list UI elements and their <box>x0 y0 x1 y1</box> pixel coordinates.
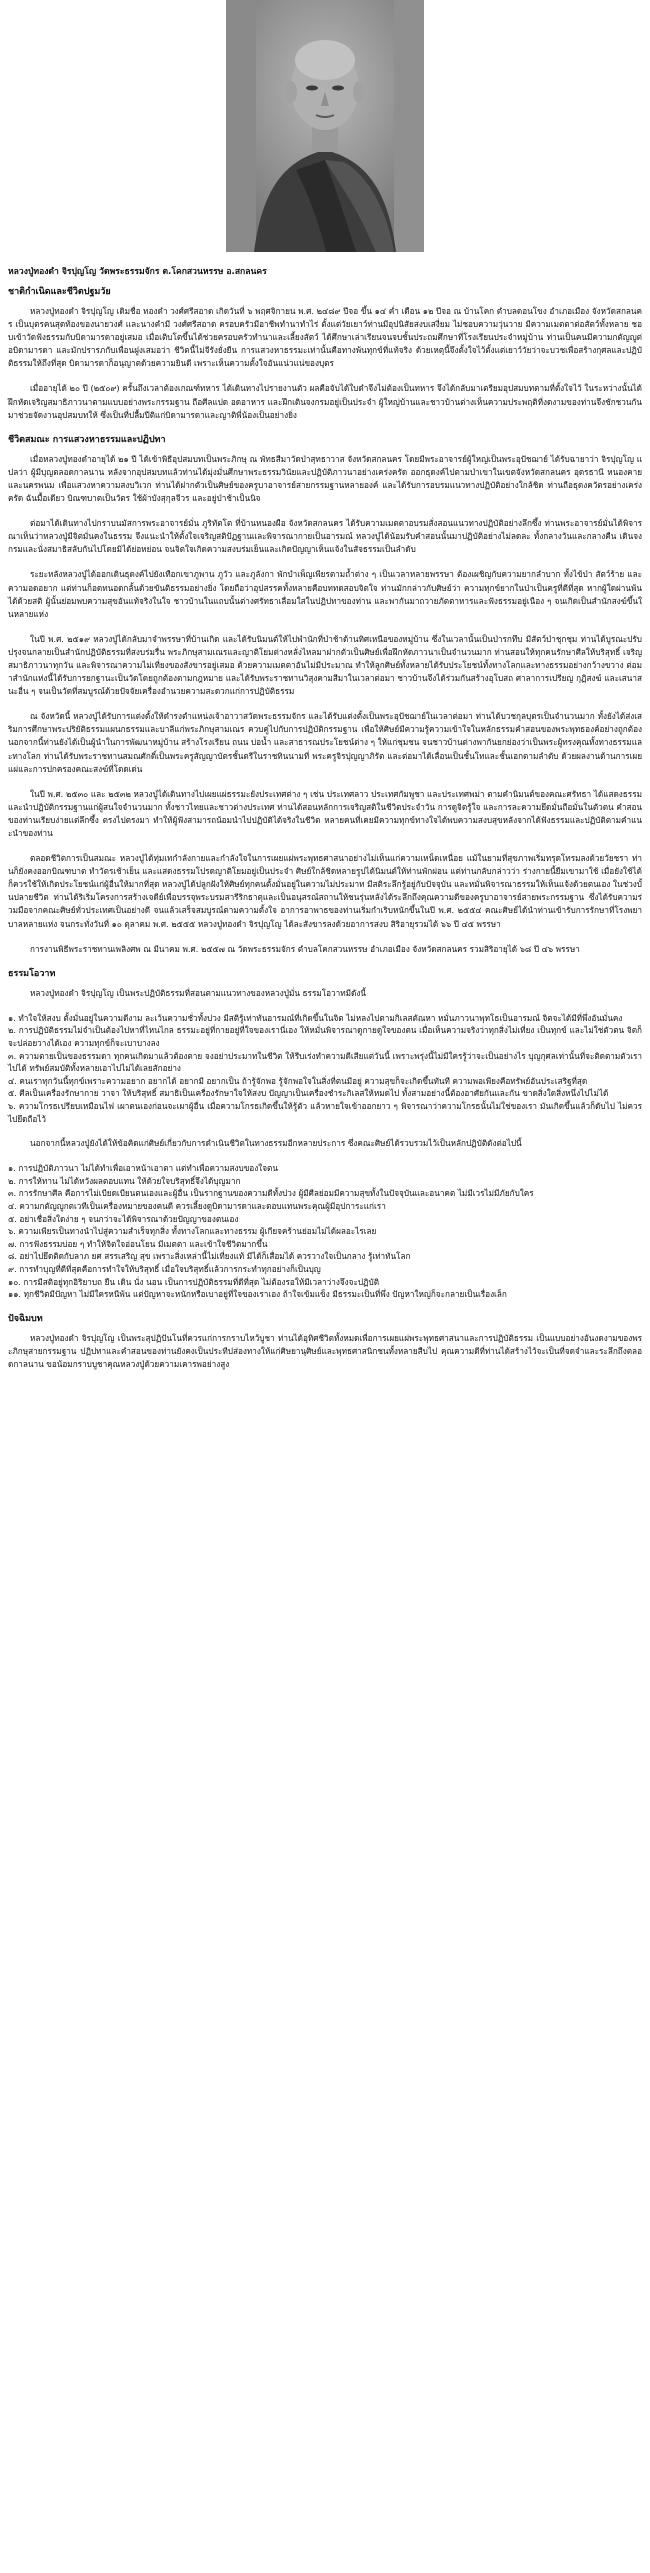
teachings-list <box>8 1012 642 1125</box>
list-item: ๘. อย่าไปยึดติดกับลาภ ยศ สรรเสริญ สุข เพราะสิ่งเหล่านี้ไม่เที่ยงแท้ มีได้ก็เสื่อมได้ ควรวางใจเป็นกลาง รู้เท่าทันโลก <box>8 1251 411 1262</box>
list-item: ๖. ความเพียรเป็นทางนำไปสู่ความสำเร็จทุกสิ่ง ทั้งทางโลกและทางธรรม ผู้เกียจคร้านย่อมไม่ได้ผลอะไรเลย <box>8 1226 377 1237</box>
list-item: ๑. การปฏิบัติภาวนา ไม่ได้ทำเพื่อเอาหน้าเอาตา แต่ทำเพื่อความสงบของใจตน <box>8 1163 278 1174</box>
list-item: ๑๑. ทุกชีวิตมีปัญหา ไม่มีใครหนีพ้น แต่ปัญหาจะหนักหรือเบาอยู่ที่ใจของเราเอง ถ้าใจเข้มแข็ง มีธรรมะเป็นที่พึ่ง ปัญหาใหญ่ก็จะกลายเป็นเรื่องเล็ก <box>8 1289 507 1300</box>
list-item: ๔. ความกตัญญูกตเวทีเป็นเครื่องหมายของคนดี ควรเลี้ยงดูบิดามารดาและตอบแทนพระคุณผู้มีอุปการะแก่เรา <box>8 1201 386 1212</box>
list-item: ๖. ความโกรธเปรียบเหมือนไฟ เผาตนเองก่อนจะเผาผู้อื่น เมื่อความโกรธเกิดขึ้นให้รู้ตัว แล้วหายใจเข้าออกยาว ๆ พิจารณาว่าความโกรธนั้นไม่ใช่ของเรา มันเกิดขึ้นแล้วก็ดับไป ไม่ควรไปยึดถือไว้ <box>8 1101 642 1124</box>
list-item: ๒. การให้ทาน ไม่ได้หวังผลตอบแทน ให้ด้วยใจบริสุทธิ์จึงได้บุญมาก <box>8 1175 241 1186</box>
paragraph: ในปี พ.ศ. ๒๕๑๙ หลวงปู่ได้กลับมาจำพรรษาที่บ้านเกิด และได้รับนิมนต์ให้ไปพำนักที่ป่าช้าด้านทิศเหนือของหมู่บ้าน ซึ่งในเวลานั้นเป็นป่ารกทึบ มีสัตว์ป่าชุกชุม ท่านได้บูรณะปรับปรุงจนกลายเป็นสำนักปฏิบัติธรรมที่สงบร่มรื่น พระภิกษุสามเณรและญาติโยมต่างหลั่งไหลมาฝากตัวเป็นศิษย์เพื่อฝึกหัดภาวนาเป็นจำนวนมาก ท่านสอนให้ทุกคนรักษาศีลให้บริสุทธิ์ เจริญสมาธิภาวนาทุกวัน และพิจารณาความไม่เที่ยงของสังขารอยู่เสมอ ด้วยความเมตตาอันไม่มีประมาณ ทำให้ลูกศิษย์ทั้งหลายได้รับประโยชน์ทั้งทางโลกและทางธรรมอย่างกว้างขวาง ต่อมาสำนักแห่งนี้ได้รับการยกฐานะเป็นวัดโดยถูกต้องตามกฎหมาย และได้รับพระราชทานวิสุงคามสีมาในเวลาต่อมา ชาวบ้านจึงได้ร่วมกันสร้างอุโบสถ ศาลาการเปรียญ กุฏิสงฆ์ และเสนาสนะอื่น ๆ จนเป็นวัดที่สมบูรณ์ด้วยปัจจัยเครื่องอำนวยความสะดวกแก่การปฏิบัติธรรม <box>8 633 642 697</box>
list-item: ๙. การทำบุญที่ดีที่สุดคือการทำใจให้บริสุทธิ์ เมื่อใจบริสุทธิ์แล้วการกระทำทุกอย่างก็เป็นบุญ <box>8 1264 321 1275</box>
paragraph: หลวงปู่ทองดำ จิรปุญโญ เดิมชื่อ ทองดำ วงศ์ศรีสอาด เกิดวันที่ ๖ พฤศจิกายน พ.ศ. ๒๔๘๙ ปีจอ ขึ้น ๑๔ ค่ำ เดือน ๑๒ ปีจอ ณ บ้านโคก ตำบลดอนโขง อำเภอเมือง จังหวัดสกลนคร เป็นบุตรคนสุดท้องของนายวงศ์ และนางคำมี วงศ์ศรีสอาด ครอบครัวมีอาชีพทำนาทำไร่ ตั้งแต่วัยเยาว์ท่านมีอุปนิสัยสงบเสงี่ยม ไม่ชอบความวุ่นวาย มีความเมตตาต่อสัตว์ทั้งหลาย ชอบเข้าวัดฟังธรรมกับบิดามารดาอยู่เสมอ เมื่อเติบโตขึ้นได้ช่วยครอบครัวทำนาและเลี้ยงสัตว์ ได้ศึกษาเล่าเรียนจนจบชั้นประถมศึกษาที่โรงเรียนประจำหมู่บ้าน ท่านเป็นคนมีความกตัญญูต่อบิดามารดา และมักปรารภกับเพื่อนฝูงเสมอว่า ชีวิตนี้ไม่จีรังยั่งยืน การแสวงหาธรรมะเท่านั้นคือทางพ้นทุกข์ที่แท้จริง ด้วยเหตุนี้จึงตั้งใจไว้ตั้งแต่เยาว์วัยว่าจะบวชเพื่อสร้างกุศลและปฏิบัติธรรมให้ถึงที่สุด บิดามารดาก็อนุญาตด้วยความยินดี เพราะเห็นความตั้งใจอันแน่วแน่ของบุตร <box>8 306 642 369</box>
advice-list <box>8 1162 642 1301</box>
paragraph-funeral-note: การงานพิธีพระราชทานเพลิงศพ ณ มีนาคม พ.ศ. ๒๕๕๗ ณ วัดพระธรรมจักร ตำบลโคกสวนหรรษ อำเภอเมือง จังหวัดสกลนคร รวมสิริอายุได้ ๖๘ ปี ๔๖ พรรษา <box>30 943 580 954</box>
paragraph: ณ จังหวัดนี้ หลวงปู่ได้รับการแต่งตั้งให้ดำรงตำแหน่งเจ้าอาวาสวัดพระธรรมจักร และได้รับแต่งตั้งเป็นพระอุปัชฌาย์ในเวลาต่อมา ท่านได้บวชกุลบุตรเป็นจำนวนมาก ทั้งยังได้ส่งเสริมการศึกษาพระปริยัติธรรมแผนกธรรมและบาลีแก่พระภิกษุสามเณร ควบคู่ไปกับการปฏิบัติกรรมฐาน เพื่อให้ศิษย์มีความรู้ความเข้าใจในหลักธรรมคำสอนของพระพุทธองค์อย่างถูกต้อง นอกจากนี้ท่านยังได้เป็นผู้นำในการพัฒนาหมู่บ้าน สร้างโรงเรียน ถนน บ่อน้ำ และสาธารณประโยชน์ต่าง ๆ ให้แก่ชุมชน จนชาวบ้านต่างพากันยกย่องว่าเป็นพระผู้ทรงคุณทั้งทางธรรมและทางโลก ท่านได้รับพระราชทานสมณศักดิ์เป็นพระครูสัญญาบัตรชั้นตรีในราชทินนามที่ พระครูจิรปุญญาภิรัต และต่อมาได้เลื่อนเป็นชั้นโทและชั้นเอกตามลำดับ ด้วยผลงานด้านการเผยแผ่และการปกครองคณะสงฆ์ที่โดดเด่น <box>8 711 642 774</box>
paragraph: ต่อมาได้เดินทางไปกราบนมัสการพระอาจารย์มั่น ภูริทัตโต ที่บ้านหนองผือ จังหวัดสกลนคร ได้รับความเมตตาอบรมสั่งสอนแนวทางปฏิบัติอย่างลึกซึ้ง ท่านพระอาจารย์มั่นได้พิจารณาเห็นว่าหลวงปู่มีจิตมั่นคงในธรรม จึงแนะนำให้ตั้งใจเจริญสติปัฏฐานและพิจารณากายเป็นอารมณ์ หลวงปู่ได้น้อมรับคำสอนนั้นมาปฏิบัติอย่างไม่ลดละ ทั้งกลางวันและกลางคืน เดินจงกรมและนั่งสมาธิสลับกันไปโดยมิได้ย่อหย่อน จนจิตใจเกิดความสงบร่มเย็นและเกิดปัญญาเห็นแจ้งในสัจธรรมเป็นลำดับ <box>8 518 642 555</box>
list-item: ๓. การรักษาศีล คือการไม่เบียดเบียนตนเองและผู้อื่น เป็นรากฐานของความดีทั้งปวง ผู้มีศีลย่อมมีความสุขทั้งในปัจจุบันและอนาคต ไม่มีเวรไม่มีภัยกับใคร <box>8 1188 534 1199</box>
paragraph: ระยะหลังหลวงปู่ได้ออกเดินธุดงค์ไปยังเทือกเขาภูพาน ภูวัว และภูลังกา พักบำเพ็ญเพียรตามถ้ำต่าง ๆ เป็นเวลาหลายพรรษา ต้องเผชิญกับความยากลำบาก ทั้งไข้ป่า สัตว์ร้าย และความอดอยาก แต่ท่านก็อดทนอดกลั้นด้วยขันติธรรมอย่างยิ่ง โดยถือว่าอุปสรรคทั้งหลายคือบททดสอบจิตใจ ท่านมักกล่าวกับศิษย์ว่า ความทุกข์ยากในป่าเป็นครูที่ดีที่สุด หากผู้ใดผ่านพ้นได้ด้วยสติ ผู้นั้นย่อมพบความสุขอันแท้จริงในใจ ชาวบ้านในแถบนั้นต่างศรัทธาเลื่อมใสในปฏิปทาของท่าน และพากันมาถวายภัตตาหารและฟังธรรมอยู่เนือง ๆ จนเกิดเป็นสำนักสงฆ์ขึ้นในหลายแห่ง <box>8 569 642 619</box>
paragraph: ตลอดชีวิตการเป็นสมณะ หลวงปู่ได้ทุ่มเทกำลังกายและกำลังใจในการเผยแผ่พระพุทธศาสนาอย่างไม่เห็นแก่ความเหน็ดเหนื่อย แม้ในยามที่สุขภาพเริ่มทรุดโทรมลงด้วยวัยชรา ท่านก็ยังคงออกบิณฑบาต ทำวัตรเช้าเย็น และแสดงธรรมโปรดญาติโยมอยู่เป็นประจำ ศิษย์ใกล้ชิดหลายรูปได้นิมนต์ให้ท่านพักผ่อน แต่ท่านกลับกล่าวว่า ร่างกายนี้ยืมเขามาใช้ เมื่อยังใช้ได้ก็ควรใช้ให้เกิดประโยชน์แก่ผู้อื่นให้มากที่สุด หลวงปู่ได้ปลูกฝังให้ศิษย์ทุกคนตั้งมั่นอยู่ในความไม่ประมาท มีสติระลึกรู้อยู่กับปัจจุบัน และหมั่นพิจารณาธรรมให้เห็นแจ้งด้วยตนเอง ในช่วงบั้นปลายชีวิต ท่านได้ริเริ่มโครงการสร้างเจดีย์เพื่อบรรจุพระบรมสารีริกธาตุและเป็นอนุสรณ์สถานให้ชนรุ่นหลังได้ระลึกถึงคุณความดีของครูบาอาจารย์สายพระกรรมฐาน ซึ่งได้รับความร่วมมือจากคณะศิษย์ทั่วประเทศเป็นอย่างดี จนแล้วเสร็จสมบูรณ์ตามความตั้งใจ อาการอาพาธของท่านเริ่มกำเริบหนักขึ้นในปี พ.ศ. ๒๕๕๔ คณะศิษย์ได้นำท่านเข้ารับการรักษาที่โรงพยาบาลหลายแห่ง จนกระทั่งวันที่ ๑๐ ตุลาคม พ.ศ. ๒๕๕๕ หลวงปู่ทองดำ จิรปุญโญ ได้ละสังขารลงด้วยอาการสงบ สิริอายุรวมได้ ๖๖ ปี ๔๕ พรรษา <box>8 853 642 929</box>
list-item: ๑๐. การมีสติอยู่ทุกอิริยาบถ ยืน เดิน นั่ง นอน เป็นการปฏิบัติธรรมที่ดีที่สุด ไม่ต้องรอให้มีเวลาว่างจึงจะปฏิบัติ <box>8 1276 380 1287</box>
paragraph: หลวงปู่ทองดำ จิรปุญโญ เป็นพระสุปฏิปันโนที่ควรแก่การกราบไหว้บูชา ท่านได้อุทิศชีวิตทั้งหมดเพื่อการเผยแผ่พระพุทธศาสนาและการปฏิบัติธรรม เป็นแบบอย่างอันงดงามของพระภิกษุสายกรรมฐาน ปฏิปทาและคำสอนของท่านยังคงเป็นประทีปส่องทางให้แก่ศิษยานุศิษย์และพุทธศาสนิกชนทั้งหลายสืบไป คุณความดีที่ท่านได้สร้างไว้จะเป็นที่จดจำและระลึกถึงตลอดกาลนาน ขอน้อมกราบบูชาคุณหลวงปู่ด้วยความเคารพอย่างสูง <box>8 1332 642 1369</box>
photo-caption: หลวงปู่ทองดำ จิรปุญโญ วัดพระธรรมจักร ต.โคกสวนหรรษ อ.สกลนคร <box>8 267 267 277</box>
section-heading-monkhood: ชีวิตสมณะ การแสวงหาธรรมและปฏิปทา <box>8 434 166 445</box>
section-heading-epilogue: ปัจฉิมบท <box>8 1313 43 1324</box>
monk-portrait-image <box>226 0 424 252</box>
paragraph: เมื่อหลวงปู่ทองดำอายุได้ ๒๑ ปี ได้เข้าพิธีอุปสมบทเป็นพระภิกษุ ณ พัทธสีมาวัดป่าสุทธาวาส จังหวัดสกลนคร โดยมีพระอาจารย์ผู้ใหญ่เป็นพระอุปัชฌาย์ ได้รับฉายาว่า จิรปุญโญ แปลว่า ผู้มีบุญตลอดกาลนาน หลังจากอุปสมบทแล้วท่านได้มุ่งมั่นศึกษาพระธรรมวินัยและปฏิบัติภาวนาอย่างเคร่งครัด ออกธุดงค์ไปตามป่าเขาในเขตจังหวัดสกลนคร อุดรธานี หนองคาย และนครพนม เพื่อแสวงหาความสงบวิเวก ท่านได้ฝากตัวเป็นศิษย์ของครูบาอาจารย์สายกรรมฐานหลายองค์ และได้รับการอบรมแนวทางปฏิบัติอย่างใกล้ชิด ท่านถือธุดงควัตรอย่างเคร่งครัด ฉันมื้อเดียว บิณฑบาตเป็นวัตร ใช้ผ้าบังสุกุลจีวร และอยู่ป่าช้าเป็นนิจ <box>8 453 642 504</box>
paragraph: เมื่ออายุได้ ๒๐ ปี (๒๕๐๙) ครั้นถึงเวลาต้องเกณฑ์ทหาร ได้เดินทางไปรายงานตัว ผลคือจับได้ใบดำจึงไม่ต้องเป็นทหาร จึงได้กลับมาเตรียมอุปสมบทตามที่ตั้งใจไว้ ในระหว่างนั้นได้ฝึกหัดเจริญสมาธิภาวนาตามแบบอย่างพระกรรมฐาน ถือศีลแปด อดอาหาร และฝึกเดินจงกรมอยู่เป็นประจำ ผู้ใหญ่บ้านและชาวบ้านต่างเห็นความประพฤติที่งดงามของท่านจึงชักชวนกันมาช่วยจัดงานอุปสมบทให้ ซึ่งเป็นที่ปลื้มปีติแก่บิดามารดาและญาติพี่น้องเป็นอย่างยิ่ง <box>8 383 642 420</box>
paragraph: หลวงปู่ทองดำ จิรปุญโญ เป็นพระปฏิบัติธรรมที่สอนตามแนวทางของหลวงปู่มั่น ธรรมโอวาทมีดังนี้ <box>30 987 366 998</box>
article-body <box>8 262 642 1383</box>
list-item: ๕. อย่าเชื่อสิ่งใดง่าย ๆ จนกว่าจะได้พิจารณาด้วยปัญญาของตนเอง <box>8 1213 239 1224</box>
section-heading-birth: ชาติกำเนิดและชีวิตปฐมวัย <box>8 287 111 297</box>
monk-portrait-photo <box>226 0 424 252</box>
list-item: ๒. การปฏิบัติธรรมไม่จำเป็นต้องไปหาที่ไหนไกล ธรรมะอยู่ที่กายอยู่ที่ใจของเรานี่เอง ให้หมั่นพิจารณาดูกายดูใจของตน เมื่อเห็นความจริงว่าทุกสิ่งไม่เที่ยง เป็นทุกข์ และไม่ใช่ตัวตน จิตก็จะปล่อยวางได้เอง ความทุกข์ก็จะเบาบางลง <box>8 1025 642 1049</box>
list-item: ๔. คนเราทุกวันนี้ทุกข์เพราะความอยาก อยากได้ อยากมี อยากเป็น ถ้ารู้จักพอ รู้จักพอใจในสิ่งที่ตนมีอยู่ ความสุขก็จะเกิดขึ้นทันที ความพอเพียงคือทรัพย์อันประเสริฐที่สุด <box>8 1075 588 1086</box>
list-item: ๗. การฟังธรรมบ่อย ๆ ทำให้จิตใจอ่อนโยน มีเมตตา และเข้าใจชีวิตมากขึ้น <box>8 1238 268 1249</box>
paragraph: ในปี พ.ศ. ๒๕๓๐ และ ๒๕๓๒ หลวงปู่ได้เดินทางไปเผยแผ่ธรรมะยังประเทศต่าง ๆ เช่น ประเทศลาว ประเทศกัมพูชา และประเทศพม่า ตามคำนิมนต์ของคณะศรัทธา ได้แสดงธรรมและนำปฏิบัติกรรมฐานแก่ผู้สนใจจำนวนมาก ทั้งชาวไทยและชาวต่างประเทศ ท่านได้สอนหลักการเจริญสติในชีวิตประจำวัน การดูจิตรู้ใจ และการละความยึดมั่นถือมั่นในตัวตน คำสอนของท่านเรียบง่ายแต่ลึกซึ้ง ตรงไปตรงมา ทำให้ผู้ฟังสามารถน้อมนำไปปฏิบัติได้จริงในชีวิต หลายคนที่เคยมีความทุกข์ทางใจได้พบความสงบสุขหลังจากได้ฟังธรรมและปฏิบัติตามคำแนะนำของท่าน <box>8 788 642 838</box>
paragraph: นอกจากนี้หลวงปู่ยังได้ให้ข้อคิดแก่ศิษย์เกี่ยวกับการดำเนินชีวิตในทางธรรมอีกหลายประการ ซึ่งคณะศิษย์ได้รวบรวมไว้เป็นหลักปฏิบัติดังต่อไปนี้ <box>30 1138 522 1149</box>
list-item: ๓. ความตายเป็นของธรรมดา ทุกคนเกิดมาแล้วต้องตาย จงอย่าประมาทในชีวิต ให้รีบเร่งทำความดีเสียแต่วันนี้ เพราะพรุ่งนี้ไม่มีใครรู้ว่าจะเป็นอย่างไร บุญกุศลเท่านั้นที่จะติดตามตัวเราไปได้ ทรัพย์สมบัติทั้งหลายเอาไปไม่ได้เลยสักอย่าง <box>8 1050 642 1074</box>
list-item: ๑. ทำใจให้สงบ ตั้งมั่นอยู่ในความดีงาม ละเว้นความชั่วทั้งปวง มีสติรู้เท่าทันอารมณ์ที่เกิดขึ้นในจิต ไม่หลงไปตามกิเลสตัณหา หมั่นภาวนาพุทโธเป็นอารมณ์ จิตจะได้มีที่พึ่งอันมั่นคง <box>8 1012 623 1023</box>
list-item: ๕. ศีลเป็นเครื่องรักษากาย วาจา ให้บริสุทธิ์ สมาธิเป็นเครื่องรักษาใจให้สงบ ปัญญาเป็นเครื่องชำระกิเลสให้หมดไป ทั้งสามอย่างนี้ต้องอาศัยกันและกัน ขาดสิ่งใดสิ่งหนึ่งไปไม่ได้ <box>8 1088 609 1099</box>
section-heading-teachings: ธรรมโอวาท <box>8 968 56 979</box>
